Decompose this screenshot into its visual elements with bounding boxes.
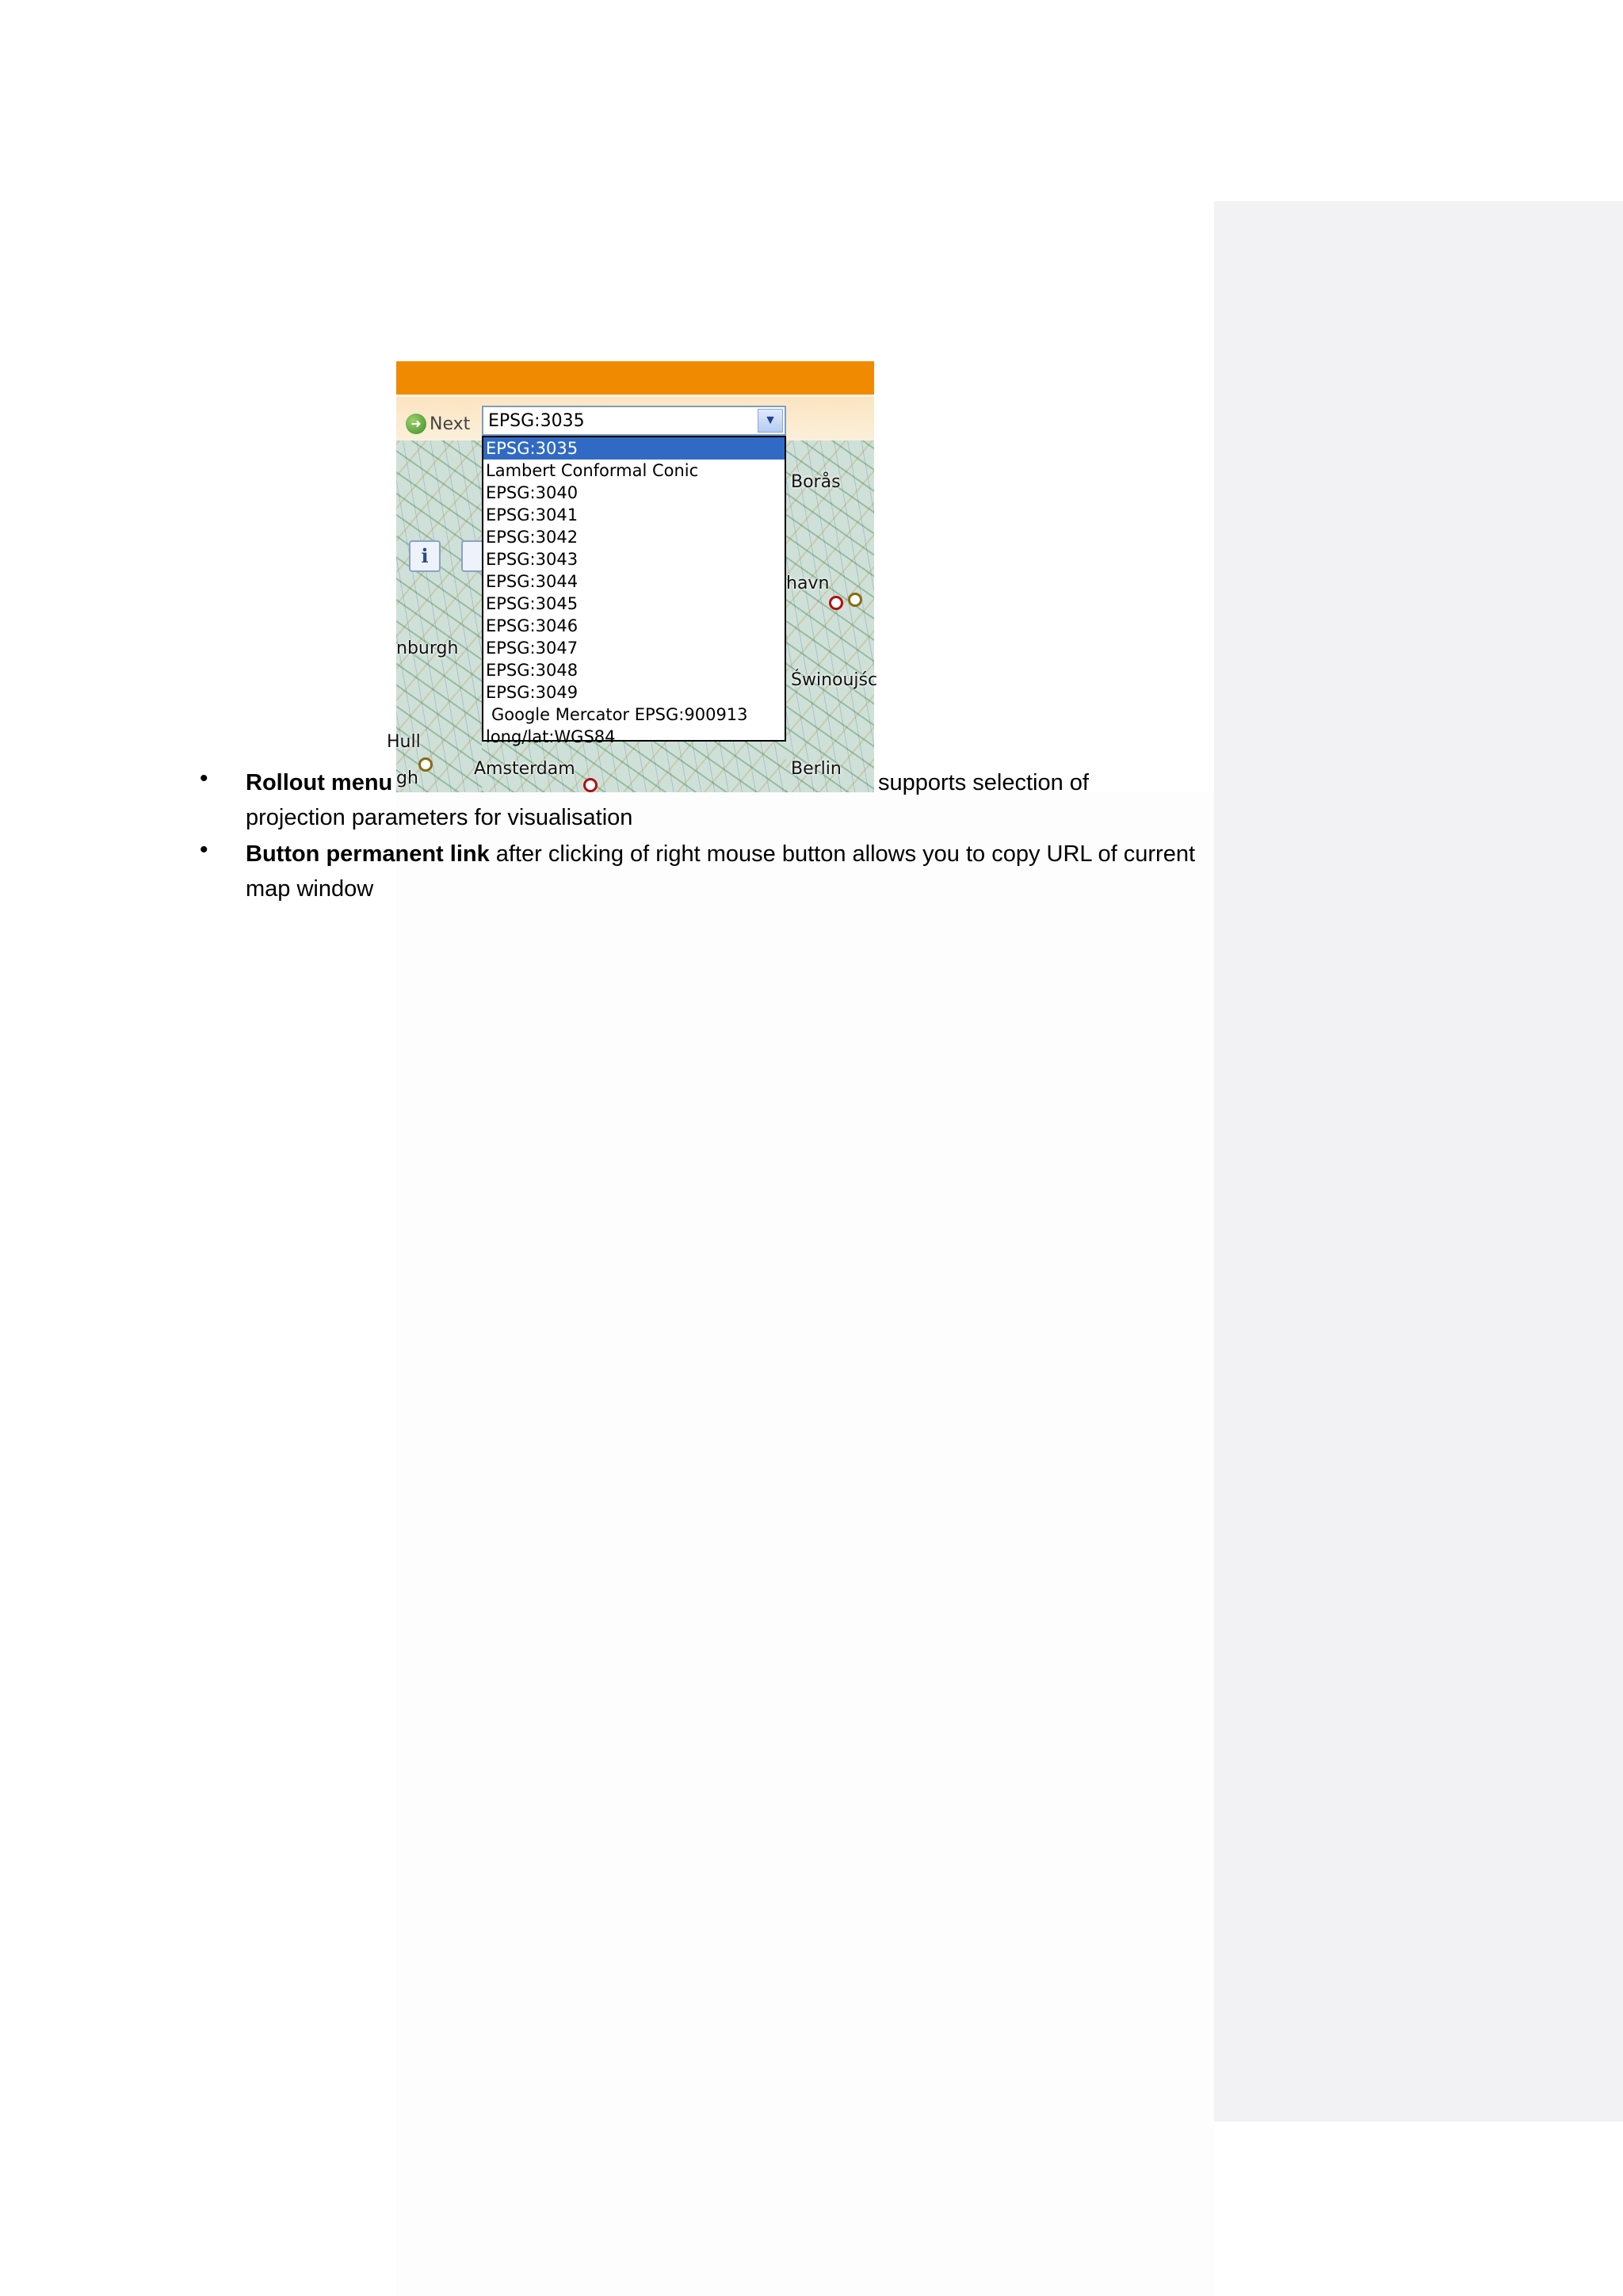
projection-select-value: EPSG:3035 xyxy=(488,410,585,431)
dropdown-option[interactable]: EPSG:3040 xyxy=(486,483,579,502)
bullet-1-after-image xyxy=(878,767,1089,799)
page-body-shade xyxy=(396,792,1214,2296)
city-marker xyxy=(583,778,598,792)
map-label-berlin: Berlin xyxy=(791,759,842,779)
comment-margin xyxy=(1214,201,1623,2122)
bullet-marker: • xyxy=(200,837,208,863)
dropdown-option[interactable]: EPSG:3045 xyxy=(486,594,579,613)
projection-menu-screenshot xyxy=(387,361,878,792)
dropdown-option[interactable]: EPSG:3048 xyxy=(486,661,579,680)
dropdown-option[interactable]: Lambert Conformal Conic xyxy=(486,461,699,480)
next-button[interactable] xyxy=(406,410,470,437)
bullet-1-line-2: projection parameters for visualisation xyxy=(246,805,633,830)
map-label-havn: havn xyxy=(786,574,830,593)
dropdown-option[interactable]: EPSG:3041 xyxy=(486,505,579,524)
dropdown-option[interactable]: EPSG:3049 xyxy=(486,683,579,702)
projection-select[interactable] xyxy=(482,406,786,436)
dropdown-option[interactable]: EPSG:3042 xyxy=(486,528,579,547)
city-marker xyxy=(418,757,433,772)
map-label-amsterdam: Amsterdam xyxy=(474,759,575,779)
info-icon[interactable]: i xyxy=(409,540,441,572)
dropdown-option[interactable]: long/lat:WGS84 xyxy=(486,727,616,746)
header-bar xyxy=(396,361,874,395)
chevron-down-icon[interactable]: ▼ xyxy=(758,409,783,433)
map-label-gh: gh xyxy=(396,769,418,788)
city-marker xyxy=(829,596,843,610)
dropdown-option[interactable]: EPSG:3047 xyxy=(486,639,579,658)
dropdown-option[interactable]: EPSG:3043 xyxy=(486,550,579,569)
map-label-edinburgh: nburgh xyxy=(396,639,459,658)
bullet-2-bold: Button permanent link xyxy=(246,841,490,867)
dropdown-option[interactable]: Google Mercator EPSG:900913 xyxy=(491,705,748,724)
map-label-hull: Hull xyxy=(387,732,421,752)
map-label-swinoujscie: Świnoujśc xyxy=(791,670,878,690)
bullet-1-bold: Rollout menu xyxy=(246,770,393,795)
next-label: Next xyxy=(430,414,471,434)
bullet-2-text: after clicking of right mouse button allows you to copy URL of current xyxy=(489,841,1196,867)
bullet-1-text: supports selection of xyxy=(878,770,1089,795)
bullet-2-line-1 xyxy=(246,838,1195,870)
dropdown-option[interactable]: EPSG:3035 xyxy=(483,437,785,460)
bullet-2-line-2: map window xyxy=(246,876,374,902)
city-marker xyxy=(848,593,862,607)
projection-dropdown-list xyxy=(482,436,786,746)
map-label-boras: Borås xyxy=(791,472,841,492)
bullet-marker: • xyxy=(200,765,208,791)
dropdown-option[interactable]: EPSG:3044 xyxy=(486,572,579,591)
map-bottom xyxy=(474,742,786,792)
bullet-1-line-1 xyxy=(246,767,392,799)
map-left xyxy=(387,441,482,792)
map-right xyxy=(786,441,878,792)
next-arrow-icon: ➜ xyxy=(406,414,426,434)
dropdown-option[interactable]: EPSG:3046 xyxy=(486,616,579,635)
